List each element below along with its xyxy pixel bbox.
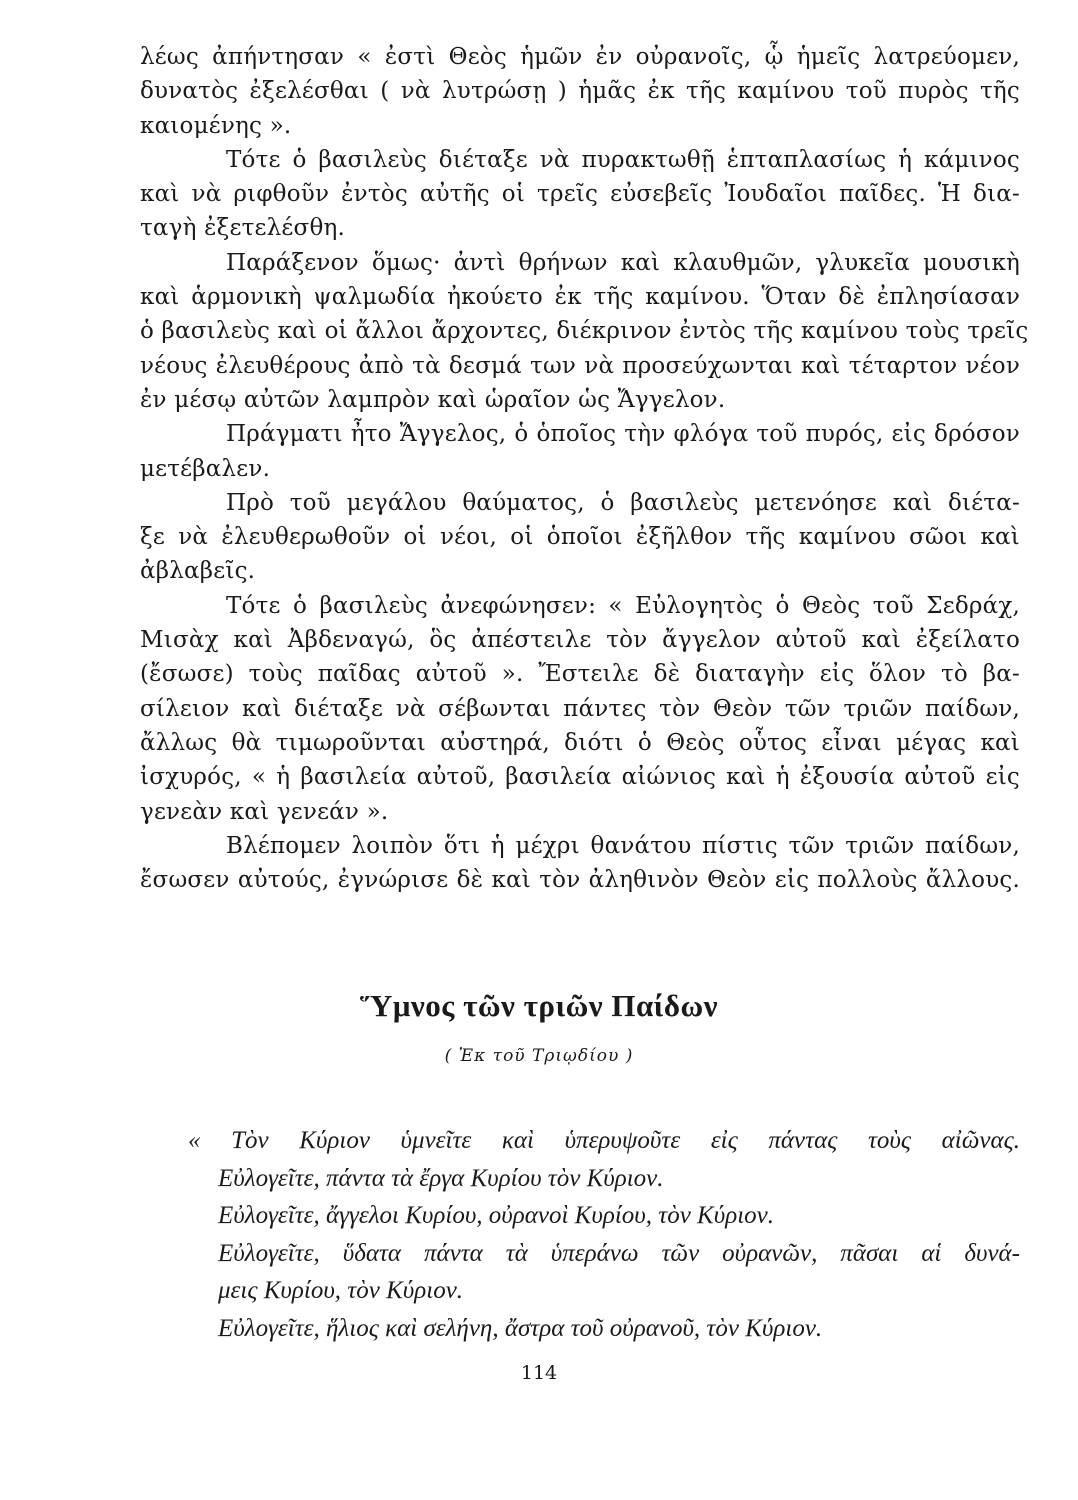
body-line: ἔσωσεν αὐτούς, ἐγνώρισε δὲ καὶ τὸν ἀληθινὸν Θεὸν εἰς πολλοὺς ἄλλους. — [140, 867, 1020, 894]
body-line: ἰσχυρός, « ἡ βασιλεία αὐτοῦ, βασιλεία αἰώνιος καὶ ἡ ἐξουσία αὐτοῦ εἰς — [140, 764, 1020, 791]
body-line: σίλειον καὶ διέταξε νὰ σέβωνται πάντες τὸν Θεὸν τῶν τριῶν παίδων, — [140, 695, 1020, 722]
body-line: ἀβλαβεῖς. — [140, 558, 256, 585]
hymn-line: « Τὸν Κύριον ὑμνεῖτε καὶ ὑπερυψοῦτε εἰς πάντας τοὺς αἰῶνας. — [188, 1127, 1020, 1154]
body-line: ἐν μέσῳ αὐτῶν λαμπρὸν καὶ ὡραῖον ὡς Ἄγγελον. — [140, 386, 726, 413]
body-line: (ἔσωσε) τοὺς παῖδας αὐτοῦ ». Ἔστειλε δὲ διαταγὴν εἰς ὅλον τὸ βα- — [140, 661, 1020, 688]
body-line: ὁ βασιλεὺς καὶ οἱ ἄλλοι ἄρχοντες, διέκρινον ἐντὸς τῆς καμίνου τοὺς τρεῖς — [140, 318, 1029, 345]
hymn-line: μεις Κυρίου, τὸν Κύριον. — [218, 1277, 464, 1305]
body-line: Τότε ὁ βασιλεὺς ἀνεφώνησεν: « Εὐλογητὸς ὁ Θεὸς τοῦ Σεδράχ, — [226, 592, 1020, 619]
body-line: ἄλλως θὰ τιμωροῦνται αὐστηρά, διότι ὁ Θεὸς οὗτος εἶναι μέγας καὶ — [140, 729, 1020, 756]
body-line: γενεὰν καὶ γενεάν ». — [140, 798, 389, 825]
page-number: 114 — [520, 1362, 558, 1384]
hymn-line: Εὐλογεῖτε, πάντα τὰ ἔργα Κυρίου τὸν Κύριον. — [218, 1164, 664, 1192]
body-line: ταγὴ ἐξετελέσθη. — [140, 215, 345, 242]
body-text — [140, 40, 1029, 897]
body-line: λέως ἀπήντησαν « ἐστὶ Θεὸς ἡμῶν ἐν οὐρανοῖς, ᾧ ἡμεῖς λατρεύομεν, — [140, 44, 1020, 70]
body-line: Πράγματι ἦτο Ἄγγελος, ὁ ὁποῖος τὴν φλόγα τοῦ πυρός, εἰς δρόσον — [226, 421, 1020, 448]
body-line: Βλέπομεν λοιπὸν ὅτι ἡ μέχρι θανάτου πίστις τῶν τριῶν παίδων, — [226, 832, 1020, 859]
hymn-line: Εὐλογεῖτε, ἄγγελοι Κυρίου, οὐρανοὶ Κυρίου, τὸν Κύριον. — [218, 1202, 774, 1230]
body-line: Τότε ὁ βασιλεὺς διέταξε νὰ πυρακτωθῇ ἑπταπλασίως ἡ κάμινος — [226, 146, 1020, 173]
body-line: Παράξενον ὅμως· ἀντὶ θρήνων καὶ κλαυθμῶν, γλυκεῖα μουσικὴ — [226, 249, 1020, 276]
body-line: νέους ἐλευθέρους ἀπὸ τὰ δεσμά των νὰ προσεύχωνται καὶ τέταρτον νέον — [140, 352, 1020, 379]
body-line: Πρὸ τοῦ μεγάλου θαύματος, ὁ βασιλεὺς μετενόησε καὶ διέτα- — [226, 489, 1020, 516]
body-line: μετέβαλεν. — [140, 455, 271, 482]
hymn-text — [188, 1122, 1020, 1348]
hymn-line: Εὐλογεῖτε, ὕδατα πάντα τὰ ὑπεράνω τῶν οὐρανῶν, πᾶσαι αἱ δυνά- — [218, 1239, 1020, 1267]
body-line: καὶ νὰ ριφθοῦν ἐντὸς αὐτῆς οἱ τρεῖς εὐσεβεῖς Ἰουδαῖοι παῖδες. Ἡ δια- — [140, 181, 1020, 208]
body-line: δυνατὸς ἐξελέσθαι ( νὰ λυτρώσῃ ) ἡμᾶς ἐκ τῆς καμίνου τοῦ πυρὸς τῆς — [140, 78, 1020, 105]
hymn-source: ( Ἐκ τοῦ Τριῳδίου ) — [444, 1046, 634, 1066]
body-line: καιομένης ». — [140, 112, 292, 139]
hymn-line: Εὐλογεῖτε, ἥλιος καὶ σελήνη, ἄστρα τοῦ οὐρανοῦ, τὸν Κύριον. — [218, 1314, 823, 1342]
body-line: ξε νὰ ἐλευθερωθοῦν οἱ νέοι, οἱ ὁποῖοι ἐξῆλθον τῆς καμίνου σῶοι καὶ — [140, 524, 1020, 551]
body-line: Μισὰχ καὶ Ἀβδεναγώ, ὃς ἀπέστειλε τὸν ἄγγελον αὐτοῦ καὶ ἐξείλατο — [140, 627, 1020, 654]
body-line: καὶ ἁρμονικὴ ψαλμωδία ἠκούετο ἐκ τῆς καμίνου. Ὅταν δὲ ἐπλησίασαν — [140, 284, 1020, 311]
hymn-heading: Ὕμνος τῶν τριῶν Παίδων — [359, 988, 719, 1023]
